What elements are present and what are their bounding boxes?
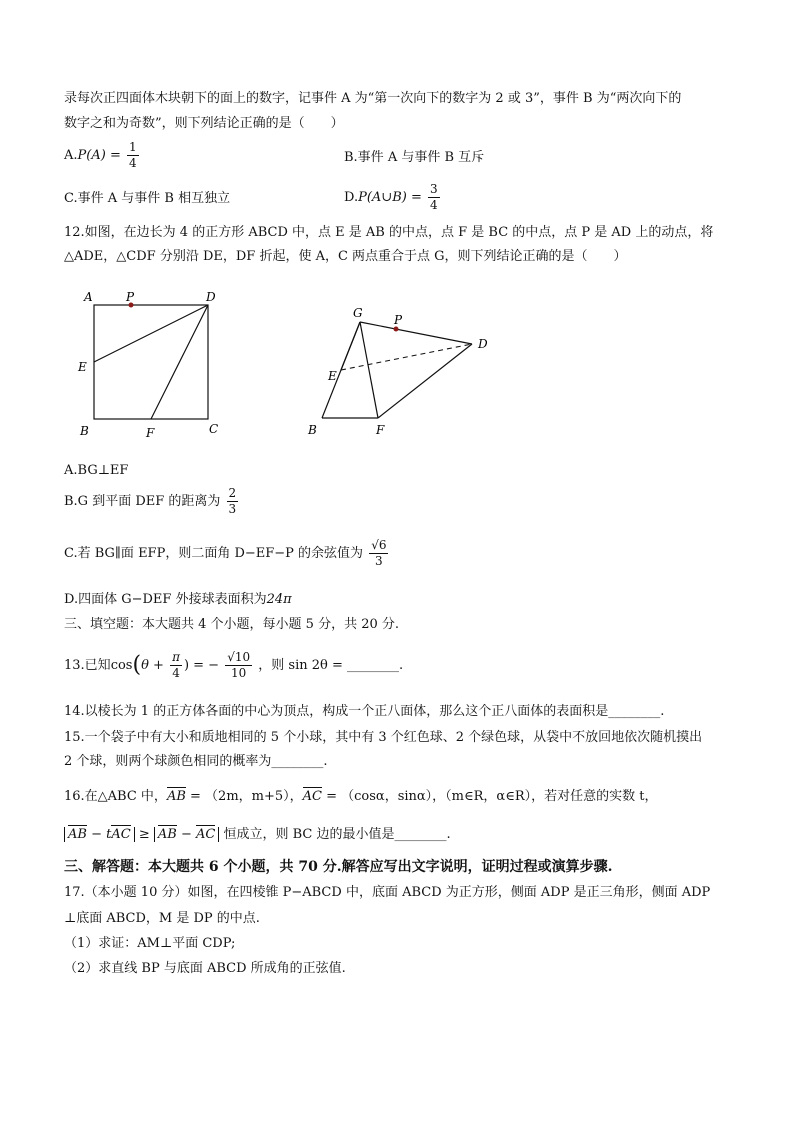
label-f: F bbox=[146, 426, 155, 440]
q12-option-c-text: C.若 BG∥面 EFP，则二面角 D−EF−P 的余弦值为 bbox=[64, 546, 364, 561]
q16-ac-value: = （cosα，sinα），（m∈R，α∈R），若对任意的实数 t， bbox=[321, 789, 658, 804]
q13-equals: ) = − bbox=[183, 658, 220, 673]
segment-eg bbox=[341, 322, 360, 370]
q11-option-a-prefix: A. bbox=[64, 148, 78, 163]
label-b: B bbox=[308, 423, 317, 437]
segment-gd bbox=[360, 322, 472, 344]
vector-ab: AB bbox=[68, 827, 87, 842]
fraction-denominator: 4 bbox=[429, 198, 438, 212]
q11-option-d-prefix: D. bbox=[344, 190, 359, 205]
q11-option-a bbox=[64, 140, 141, 171]
q16-abs-left bbox=[64, 827, 135, 842]
q13-tail: ，则 sin 2θ = ________. bbox=[258, 658, 404, 673]
square-outline bbox=[94, 305, 208, 419]
fraction-denominator: 3 bbox=[228, 502, 237, 516]
q12-option-b bbox=[64, 486, 240, 517]
q12-line2: △ADE，△CDF 分别沿 DE，DF 折起，使 A，C 两点重合于点 G，则下列结论正确的是（ ） bbox=[64, 249, 627, 264]
q17-line2: ⊥底面 ABCD，M 是 DP 的中点. bbox=[64, 911, 260, 926]
q12-option-d-value: 24π bbox=[266, 592, 292, 607]
q11-option-d-expr: P(A∪B) = bbox=[358, 190, 422, 205]
fraction-numerator: √6 bbox=[371, 538, 387, 552]
vector-ac: AC bbox=[302, 789, 322, 804]
section-fill-in-heading: 三、填空题：本大题共 4 个小题，每小题 5 分，共 20 分. bbox=[64, 617, 400, 632]
q13: 13.已知cos(θ + $\frac{\pi}{4}$ ) = − $\frac{√10}{10}$ ，则 sin 2θ = ________. bbox=[64, 650, 404, 680]
label-d: D bbox=[206, 290, 216, 304]
q17-line1: 17.（本小题 10 分）如图，在四棱锥 P−ABCD 中，底面 ABCD 为正方形，侧面 ADP 是正三角形，侧面 ADP bbox=[64, 885, 711, 900]
q13-theta-plus: θ + bbox=[141, 658, 164, 673]
segment-gf bbox=[360, 322, 378, 418]
section-solutions-heading: 三、解答题：本大题共 6 个小题，共 70 分.解答应写出文字说明，证明过程或演算步骤. bbox=[64, 859, 613, 875]
q12-option-b-text: B.G 到平面 DEF 的距离为 bbox=[64, 494, 221, 509]
label-g: G bbox=[353, 306, 363, 320]
q16-prefix: 16.在△ABC 中， bbox=[64, 789, 167, 804]
q11-option-d bbox=[344, 182, 442, 213]
vector-ac: AC bbox=[111, 827, 131, 842]
q11-option-b: B.事件 A 与事件 B 互斥 bbox=[344, 150, 485, 165]
fraction-numerator: 3 bbox=[429, 182, 438, 196]
q11-line1: 录每次正四面体木块朝下的面上的数字，记事件 A 为“第一次向下的数字为 2 或 3”，事件 B 为“两次向下的 bbox=[64, 91, 682, 106]
q12-line1: 12.如图，在边长为 4 的正方形 ABCD 中，点 E 是 AB 的中点，点 F 是 BC 的中点，点 P 是 AD 上的动点，将 bbox=[64, 225, 714, 240]
q14: 14.以棱长为 1 的正方体各面的中心为顶点，构成一个正八面体，那么这个正八面体的表面积是________. bbox=[64, 704, 665, 719]
segment-ed-hidden bbox=[341, 344, 472, 370]
segment-ed bbox=[94, 305, 208, 362]
label-d: D bbox=[478, 337, 488, 351]
q16-tail: 恒成立，则 BC 边的最小值是________. bbox=[219, 827, 451, 842]
q13-prefix: 13.已知 bbox=[64, 658, 111, 673]
point-p-marker bbox=[394, 327, 399, 332]
label-f: F bbox=[376, 423, 385, 437]
label-a: A bbox=[84, 290, 93, 304]
q11-option-c: C.事件 A 与事件 B 相互独立 bbox=[64, 191, 231, 206]
fraction-numerator: π bbox=[172, 650, 180, 664]
q11-option-a-fraction bbox=[127, 140, 139, 171]
label-e: E bbox=[78, 360, 87, 374]
q16-line2 bbox=[64, 826, 451, 844]
q12-option-b-fraction bbox=[227, 486, 239, 517]
q16-minus-t: − t bbox=[86, 827, 112, 842]
label-p: P bbox=[126, 290, 135, 304]
q11-option-a-expr: P(A) = bbox=[77, 148, 121, 163]
fraction-denominator: 3 bbox=[375, 554, 383, 568]
label-p: P bbox=[394, 313, 403, 327]
label-b: B bbox=[80, 424, 89, 438]
q16-minus: − bbox=[176, 827, 196, 842]
label-c: C bbox=[209, 422, 219, 436]
q17-part1: （1）求证：AM⊥平面 CDP; bbox=[64, 936, 236, 951]
figure-square-abcd bbox=[70, 285, 230, 445]
q16-ge: ≥ bbox=[134, 827, 154, 842]
q13-rhs-fraction bbox=[225, 650, 252, 681]
q15-line1: 15.一个袋子中有大小和质地相同的 5 个小球，其中有 3 个红色球、2 个绿色球，从袋中不放回地依次随机摸出 bbox=[64, 730, 703, 745]
label-e: E bbox=[328, 369, 337, 383]
q16-line1 bbox=[64, 788, 657, 806]
q13-pi-fraction bbox=[170, 650, 182, 681]
q17-part2: （2）求直线 BP 与底面 ABCD 所成角的正弦值. bbox=[64, 961, 346, 976]
figure-tetrahedron-gdef bbox=[300, 300, 500, 445]
q11-option-d-fraction bbox=[428, 182, 440, 213]
vector-ac: AC bbox=[195, 827, 216, 842]
fraction-denominator: 10 bbox=[231, 666, 247, 680]
q12-option-a: A.BG⊥EF bbox=[64, 463, 129, 478]
q16-abs-right bbox=[154, 827, 219, 842]
fraction-numerator: 1 bbox=[128, 140, 137, 154]
q16-ab-value: = （2m，m+5）， bbox=[185, 789, 303, 804]
fraction-denominator: 4 bbox=[172, 666, 180, 680]
fraction-numerator: √10 bbox=[227, 650, 251, 664]
fraction-denominator: 4 bbox=[128, 156, 137, 170]
vector-ab: AB bbox=[157, 827, 177, 842]
q12-option-c-fraction bbox=[369, 538, 388, 569]
q12-option-d-text: D.四面体 G−DEF 外接球表面积为 bbox=[64, 592, 267, 607]
segment-fd bbox=[378, 344, 472, 418]
q15-line2: 2 个球，则两个球颜色相同的概率为________. bbox=[64, 754, 328, 769]
fraction-numerator: 2 bbox=[228, 486, 237, 500]
q12-option-d bbox=[64, 591, 292, 609]
q13-cos: cos bbox=[110, 658, 133, 673]
q12-option-c bbox=[64, 538, 390, 569]
vector-ab: AB bbox=[166, 789, 186, 804]
segment-fd bbox=[151, 305, 208, 419]
q11-line2: 数字之和为奇数”，则下列结论正确的是（ ） bbox=[64, 116, 344, 131]
